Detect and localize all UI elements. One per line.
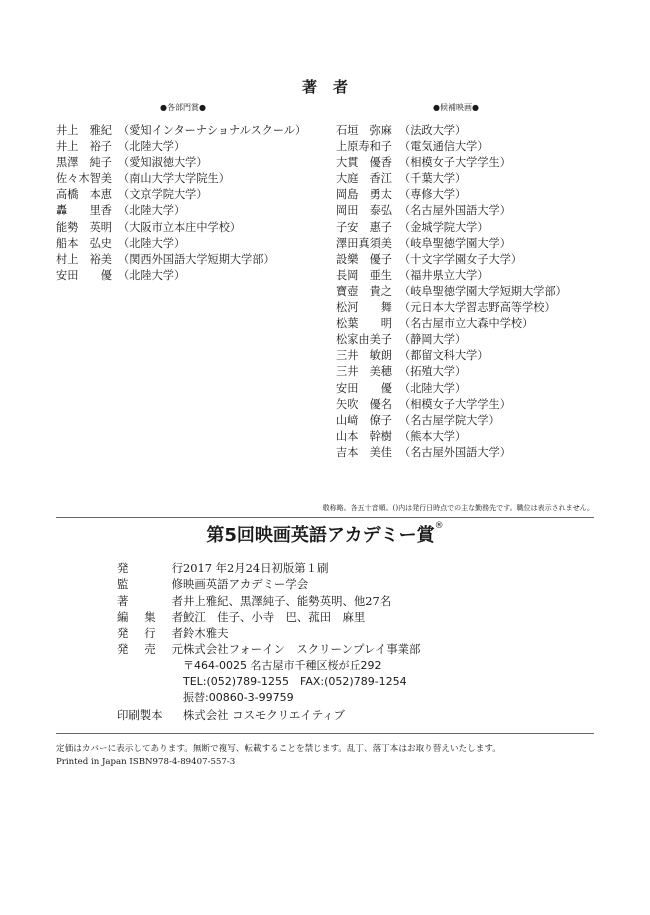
colophon-label	[117, 560, 183, 576]
author-affiliation: （専修大学）	[399, 188, 467, 202]
colophon-label	[117, 707, 183, 723]
author-row	[336, 397, 567, 413]
author-row	[336, 429, 567, 445]
author-affiliation: （関西外国語大学短期大学部）	[118, 252, 275, 266]
author-affiliation: （金城学院大学）	[399, 220, 489, 234]
author-name: 高橋 本恵	[56, 188, 112, 202]
author-name: 大庭 香江	[336, 172, 392, 186]
author-affiliation: （北陸大学）	[118, 268, 186, 282]
colophon-label	[117, 609, 183, 625]
author-row	[336, 252, 567, 268]
author-row	[336, 268, 567, 284]
author-row	[56, 220, 306, 236]
author-name: 村上 裕美	[56, 252, 112, 266]
author-row	[56, 171, 306, 187]
colophon-label	[117, 593, 183, 609]
colophon-value: 鈴木雅夫	[183, 626, 229, 641]
author-row	[336, 284, 567, 300]
author-name: 矢吹 優名	[336, 397, 392, 411]
author-affiliation: （電気通信大学）	[399, 140, 489, 154]
author-affiliation: （文京学院大学）	[118, 188, 208, 202]
author-row	[56, 268, 306, 284]
author-row	[336, 364, 567, 380]
colophon-value: 井上雅紀、黒澤純子、能勢英明、他27名	[183, 593, 392, 608]
author-name: 設樂 優子	[336, 252, 392, 266]
author-name: 長岡 亜生	[336, 268, 392, 282]
author-name: 岡田 泰弘	[336, 204, 392, 218]
author-name: 三井 美穂	[336, 365, 392, 379]
author-name: 澤田真須美	[336, 236, 392, 250]
authors-heading: 著者	[301, 78, 364, 96]
author-affiliation: （愛知インターナショナルスクール）	[118, 124, 307, 137]
author-name: 井上 裕子	[56, 140, 112, 154]
author-row	[336, 445, 567, 461]
author-row	[56, 203, 306, 219]
colophon-label	[117, 674, 183, 690]
author-affiliation: （相模女子大学学生）	[399, 397, 511, 411]
colophon-label-char: 印刷製本	[117, 707, 163, 722]
colophon-label-char: 行	[171, 561, 183, 575]
author-affiliation: （名古屋外国語大学）	[399, 204, 511, 218]
colophon-label	[117, 690, 183, 706]
author-row	[56, 123, 306, 139]
colophon-label	[117, 641, 183, 657]
author-affiliation: （拓殖大学）	[399, 365, 467, 379]
author-name: 吉本 美佳	[336, 445, 392, 459]
author-row	[336, 220, 567, 236]
registered-mark: ®	[434, 521, 444, 531]
author-row	[336, 187, 567, 203]
colophon-row	[117, 674, 420, 690]
colophon-label-char: 売	[144, 642, 156, 657]
author-affiliation: （静岡大学）	[399, 333, 467, 347]
author-row	[336, 236, 567, 252]
colophon-value: 鮫江 佳子、小寺 巴、菰田 麻里	[183, 609, 366, 624]
author-affiliation: （名古屋学院大学）	[399, 413, 500, 427]
colophon-label-char: 著	[117, 593, 129, 608]
colophon-label-char: 修	[171, 577, 183, 592]
colophon-label-char: 集	[144, 609, 156, 624]
colophon-label-char: 行	[144, 626, 156, 641]
author-affiliation: （名古屋市立大森中学校）	[399, 317, 534, 331]
colophon-value: TEL:(052)789-1255 FAX:(052)789-1254	[183, 675, 407, 689]
author-name: 船本 弘史	[56, 236, 112, 250]
colophon	[117, 560, 420, 723]
colophon-label-char: 発	[117, 561, 129, 575]
author-name: 黒澤 純子	[56, 156, 112, 170]
author-name: 上原寿和子	[336, 140, 392, 154]
author-row	[56, 187, 306, 203]
colophon-row	[117, 609, 420, 625]
colophon-value: 〒464-0025 名古屋市千種区桜が丘292	[183, 658, 382, 672]
author-affiliation: （南山大学大学院生）	[118, 172, 230, 186]
colophon-label-char: 発	[117, 642, 129, 657]
author-row	[336, 155, 567, 171]
colophon-value: 株式会社 コスモクリエイティブ	[183, 707, 345, 722]
book-title-text: 第5回映画英語アカデミー賞	[206, 525, 435, 546]
colophon-value: 2017 年2月24日初版第１刷	[183, 561, 329, 575]
author-affiliation: （北陸大学）	[118, 204, 186, 218]
author-affiliation: （都留文科大学）	[399, 349, 489, 363]
colophon-row	[117, 658, 420, 674]
author-name: 松家由美子	[336, 333, 392, 347]
author-affiliation: （相模女子大学学生）	[399, 156, 511, 170]
author-name: 松葉 明	[336, 317, 392, 331]
author-affiliation: （岐阜聖徳学園大学）	[399, 236, 511, 250]
colophon-label	[117, 625, 183, 641]
author-row	[336, 300, 567, 316]
author-name: 山﨑 僚子	[336, 413, 392, 427]
author-affiliation: （大阪市立本庄中学校）	[118, 220, 242, 234]
author-name: 能勢 英明	[56, 220, 112, 234]
colophon-value: 株式会社フォーイン スクリーンプレイ事業部	[183, 642, 421, 657]
colophon-value: 振替:00860-3-99759	[183, 691, 294, 705]
right-subheading: ●候補映画●	[433, 103, 479, 112]
colophon-row	[117, 593, 420, 609]
colophon-value: 映画英語アカデミー学会	[183, 577, 309, 592]
colophon-label-char: 監	[117, 577, 129, 592]
left-author-list	[56, 123, 306, 284]
author-affiliation: （法政大学）	[399, 124, 467, 137]
author-row	[336, 381, 567, 397]
footer-notice: 定価はカバーに表示してあります。無断で複写、転載することを禁じます。乱丁、落丁本はお取り替えいたします。	[56, 744, 501, 754]
author-affiliation: （北陸大学）	[399, 381, 467, 395]
bottom-divider	[56, 733, 594, 734]
colophon-label-char: 者	[171, 626, 183, 641]
author-affiliation: （熊本大学）	[399, 429, 467, 443]
colophon-label	[117, 658, 183, 674]
right-author-list	[336, 123, 567, 461]
colophon-label-char: 者	[171, 593, 183, 608]
author-row	[56, 236, 306, 252]
author-row	[336, 332, 567, 348]
author-row	[336, 123, 567, 139]
author-row	[336, 316, 567, 332]
author-name: 安田 優	[336, 381, 392, 395]
author-affiliation: （北陸大学）	[118, 236, 186, 250]
colophon-row	[117, 625, 420, 641]
author-name: 松河 舞	[336, 301, 392, 315]
author-row	[336, 413, 567, 429]
author-name: 三井 敏朗	[336, 349, 392, 363]
colophon-row	[117, 576, 420, 592]
author-affiliation: （岐阜聖徳学園大学短期大学部）	[399, 284, 567, 298]
author-row	[336, 139, 567, 155]
left-subheading: ●各部門賞●	[160, 103, 206, 112]
author-affiliation: （福井県立大学）	[399, 268, 489, 282]
top-divider	[56, 517, 594, 518]
author-name: 寶壺 貴之	[336, 284, 392, 298]
honorific-note: 敬称略。各五十音順。()内は発行日時点での主な勤務先です。職位は表示されません。	[322, 504, 594, 512]
colophon-label-char: 発	[117, 626, 129, 641]
author-name: 石垣 弥麻	[336, 124, 392, 137]
colophon-label-char: 元	[171, 642, 183, 657]
book-title	[0, 521, 650, 547]
footer-isbn: Printed in Japan ISBN978-4-89407-557-3	[56, 757, 236, 767]
colophon-row	[117, 641, 420, 657]
author-name: 大貫 優香	[336, 156, 392, 170]
author-affiliation: （千葉大学）	[399, 172, 467, 186]
author-affiliation: （愛知淑徳大学）	[118, 156, 208, 170]
author-row	[336, 203, 567, 219]
colophon-label	[117, 576, 183, 592]
colophon-row	[117, 690, 420, 706]
author-name: 山本 幹樹	[336, 429, 392, 443]
colophon-label-char: 編	[117, 609, 129, 624]
author-name: 佐々木智美	[56, 172, 112, 186]
author-name: 井上 雅紀	[56, 124, 112, 137]
author-row	[56, 252, 306, 268]
author-row	[56, 139, 306, 155]
author-affiliation: （十文字学園女子大学）	[399, 252, 523, 266]
author-name: 轟 里香	[56, 204, 112, 218]
author-row	[56, 155, 306, 171]
author-name: 安田 優	[56, 268, 112, 282]
colophon-row	[117, 560, 420, 576]
author-affiliation: （名古屋外国語大学）	[399, 445, 511, 459]
author-name: 岡島 勇太	[336, 188, 392, 202]
author-row	[336, 348, 567, 364]
author-row	[336, 171, 567, 187]
author-name: 子安 惠子	[336, 220, 392, 234]
colophon-label-char: 者	[171, 609, 183, 624]
colophon-row	[117, 707, 420, 723]
author-affiliation: （北陸大学）	[118, 140, 186, 154]
author-affiliation: （元日本大学習志野高等学校）	[399, 301, 556, 315]
